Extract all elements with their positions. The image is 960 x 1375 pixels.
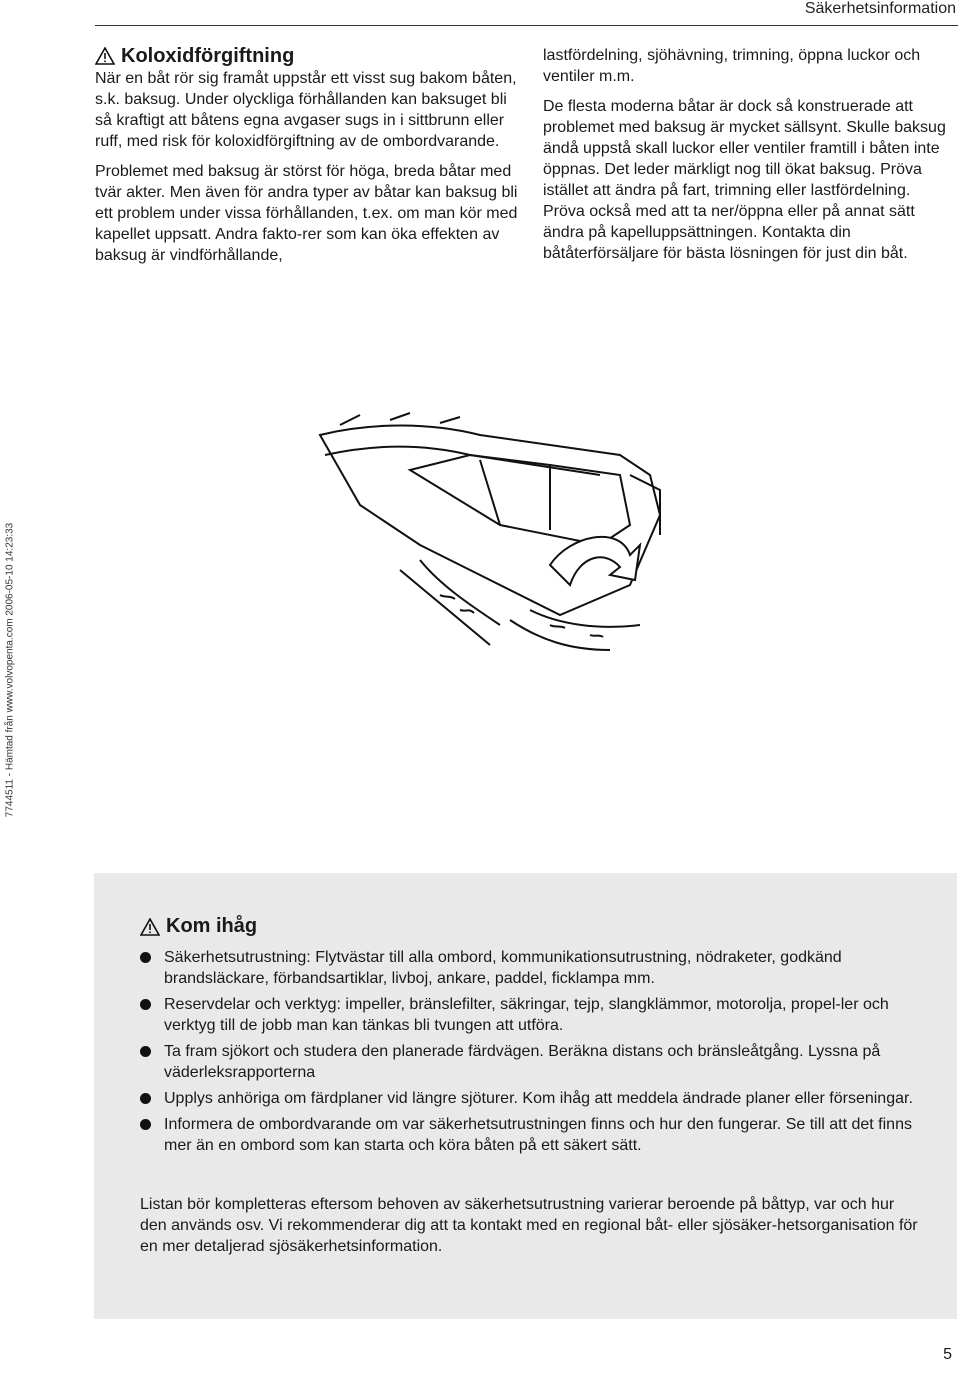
warning-triangle-icon: [140, 918, 160, 936]
co-section-title-row: [95, 44, 525, 68]
co-paragraph: Problemet med baksug är störst för höga, breda båtar med tvär akter. Men även för andra typer av båtar kan baksug bli ett problem under vissa förhållanden, t.ex. om man kör med kapellet uppsatt. Andra fakto-rer som kan öka effekten av baksug är vindförhållande,: [95, 163, 518, 264]
download-side-note-text: 7744511 - Hämtad från www.volvopenta.com 2006-05-10 14:23:33: [4, 522, 16, 818]
header-section-label: Säkerhetsinformation: [804, 0, 956, 17]
list-item-text: Säkerhetsutrustning: Flytvästar till alla ombord, kommunikationsutrustning, nödraketer, godkänd brandsläckare, förbandsartiklar, livboj, ankare, paddel, ficklampa mm.: [164, 949, 842, 987]
co-paragraph: De flesta moderna båtar är dock så konstruerade att problemet med baksug är mycket sällsynt. Skulle baksug ändå uppstå skall luckor eller ventiler framtill i båten inte öppnas. Det leder märkligt nog till ökat baksug. Pröva istället att ändra på fart, trimning eller lastfördelning. Pröva också med att ta ner/öppna eller på annat sätt ändra på kapelluppsättningen. Kontakta din båtåterförsäljare för bästa lösningen för just din båt.: [543, 98, 946, 262]
list-item-text: Informera de ombordvarande om var säkerhetsutrustningen finns och hur den fungerar. Se till att det finns mer än en ombord som kan starta och köra båten på ett säkert sätt.: [164, 1116, 912, 1154]
warning-triangle-icon: [95, 47, 115, 65]
download-side-note: [2, 520, 18, 820]
remember-box: [94, 873, 957, 1319]
list-item: [140, 947, 920, 989]
list-item-text: Ta fram sjökort och studera den planerade färdvägen. Beräkna distans och bränsleåtgång. Lyssna på väderleksrapporterna: [164, 1043, 881, 1081]
bullet-icon: [140, 1093, 151, 1104]
co-paragraph: När en båt rör sig framåt uppstår ett visst sug bakom båten, s.k. baksug. Under olyckliga förhållanden kan baksuget bli så kraftigt att båtens egna avgaser sugs in i sittbrunn eller ruff, med risk för koloxidförgiftning av de ombordvarande.: [95, 70, 517, 150]
remember-footer: Listan bör kompletteras eftersom behoven av säkerhetsutrustning varierar beroende på båttyp, var och hur den används osv. Vi rekommenderar dig att ta kontakt med en regional båt- eller sjösäker-hetsorganisation för en mer detaljerad sjösäkerhetsinformation.: [140, 1196, 918, 1255]
co-section-left-column: [95, 44, 525, 275]
remember-title-row: [140, 915, 257, 938]
bullet-icon: [140, 1119, 151, 1130]
bullet-icon: [140, 1046, 151, 1057]
remember-title: Kom ihåg: [166, 915, 258, 937]
header-rule: [95, 25, 958, 26]
bullet-icon: [140, 999, 151, 1010]
co-section-right-column: [543, 45, 955, 273]
co-paragraph: lastfördelning, sjöhävning, trimning, öppna luckor och ventiler m.m.: [543, 47, 921, 85]
list-item: [140, 1041, 920, 1083]
list-item: [140, 1114, 920, 1156]
list-item: [140, 994, 920, 1036]
list-item-text: Upplys anhöriga om färdplaner vid längre sjöturer. Kom ihåg att meddela ändrade planer eller förseningar.: [164, 1090, 913, 1107]
list-item: [140, 1088, 920, 1109]
remember-list: [140, 947, 920, 1161]
boat-backdraft-illustration: [300, 395, 700, 655]
page-number: 5: [943, 1346, 952, 1363]
bullet-icon: [140, 952, 151, 963]
co-section-title: Koloxidförgiftning: [121, 45, 295, 67]
list-item-text: Reservdelar och verktyg: impeller, bränslefilter, säkringar, tejp, slangklämmor, motorolja, propel-ler och verktyg till de jobb man kan tänkas bli tvungen att utföra.: [164, 996, 889, 1034]
